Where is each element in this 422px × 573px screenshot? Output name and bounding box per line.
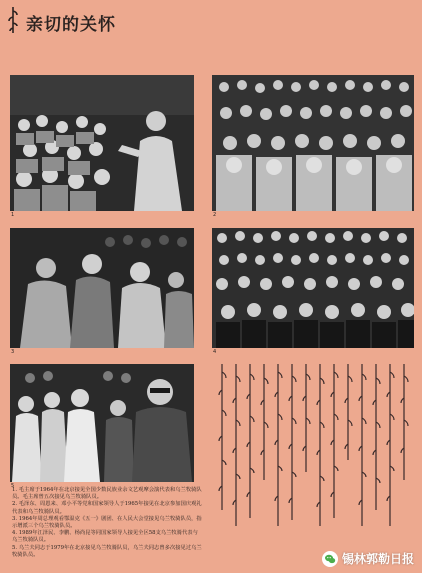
archival-photo-group-uniforms [212,228,414,348]
photo-4-number: 4 [213,349,217,355]
wechat-icon [322,551,338,567]
caption-4: 4. 1989年江泽民、李鹏、杨尚昆等同国家领导人接见全区58支乌兰牧骑代表与乌兰牧骑队员。 [12,530,198,544]
caption-5: 5. 乌兰夫同志于1979年在北京接见乌兰牧骑队员，乌兰夫同志曾多次接见过乌兰牧骑队员。 [12,544,202,558]
caption-3: 3. 1964年周总理观看鄂温克《五一》剧团、在人民大会堂接见乌兰牧骑队员，指示增派三个乌兰牧骑队员。 [12,515,202,530]
archival-photo-leaders-watching [10,228,194,348]
caption-2: 2. 毛泽东、周恩来、邓小平等党和国家领导人于1965年接见在北京参加国庆观礼代表和乌兰牧骑队员。 [12,501,202,515]
mongolian-script-text-icon [214,360,412,530]
photo-1 [10,75,194,211]
photo-4 [212,228,414,348]
archival-photo-leader-with-performers [10,364,194,482]
watermark [322,550,414,567]
watermark-text: 锡林郭勒日报 [341,552,414,566]
photo-2 [212,75,414,211]
photo-1-number: 1 [11,212,15,218]
photo-3-number: 3 [11,349,15,355]
caption-1: 1. 毛主席于1964年在北京接见全国少数民族业余文艺观摩会演代表和乌兰牧骑队员。毛主席曾五次接见乌兰牧骑队员。 [12,487,202,501]
archival-photo-group-seated [212,75,414,211]
photo-2-number: 2 [213,212,217,218]
archival-photo-concert-audience [10,75,194,211]
photo-5-number: 5 [11,483,15,489]
page-title: 亲切的关怀 [26,15,116,35]
photo-3 [10,228,194,348]
mongolian-script-header-icon [6,6,20,34]
caption-list [12,487,202,559]
photo-5 [10,364,194,482]
